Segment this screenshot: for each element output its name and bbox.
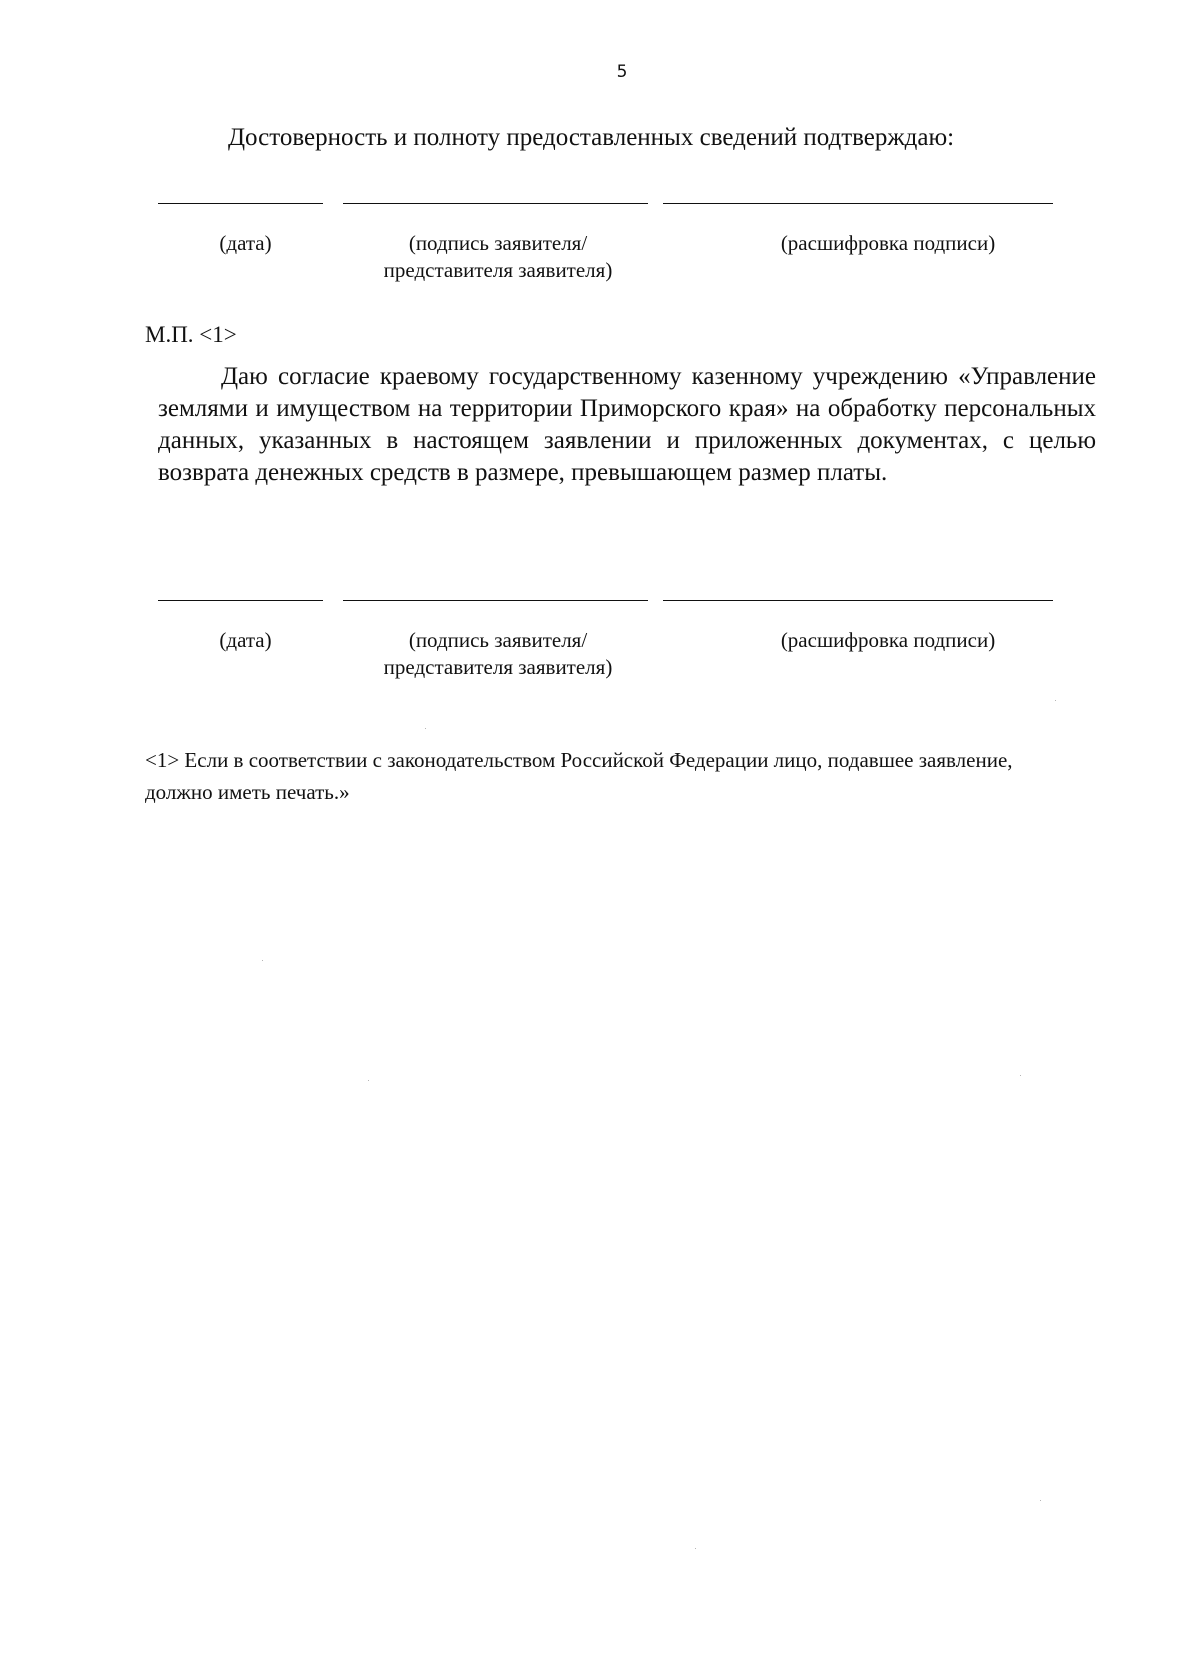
confirmation-statement: Достоверность и полноту предоставленных сведений подтверждаю: — [228, 124, 955, 151]
scan-speck — [368, 1080, 369, 1081]
date-label: (дата) — [219, 231, 272, 255]
signature-line — [343, 600, 648, 601]
signature-transcript-line — [663, 600, 1053, 601]
footnote: <1> Если в соответствии с законодательством Российской Федерации лицо, подавшее заявление, должно иметь печать.» — [145, 748, 1013, 804]
consent-paragraph: Даю согласие краевому государственному казенному учреждению «Управление землями и имуществом на территории Приморского края» на обработку персональных данных, указанных в настоящем заявлении и приложенных документах, с целью возврата денежных средств в размере, превышающем размер платы. — [158, 363, 1096, 486]
date-line — [158, 600, 323, 601]
signature-line — [343, 203, 648, 204]
scan-speck — [695, 1548, 696, 1549]
signature-transcript-label: (расшифровка подписи) — [780, 231, 996, 255]
signature-transcript-line — [663, 203, 1053, 204]
page-number: 5 — [616, 62, 628, 82]
signature-block-2 — [0, 600, 1200, 720]
date-label: (дата) — [219, 628, 272, 652]
scan-speck — [425, 728, 426, 729]
scan-speck — [262, 960, 263, 961]
signature-label: (подпись заявителя/представителя заявителя) — [383, 231, 613, 282]
stamp-mark: М.П. <1> — [145, 322, 237, 347]
scan-speck — [1040, 1500, 1041, 1501]
scan-speck — [1020, 1075, 1021, 1076]
signature-label: (подпись заявителя/представителя заявителя) — [383, 628, 613, 679]
signature-block-1 — [0, 203, 1200, 323]
date-line — [158, 203, 323, 204]
signature-transcript-label: (расшифровка подписи) — [780, 628, 996, 652]
scan-speck — [1055, 700, 1056, 701]
